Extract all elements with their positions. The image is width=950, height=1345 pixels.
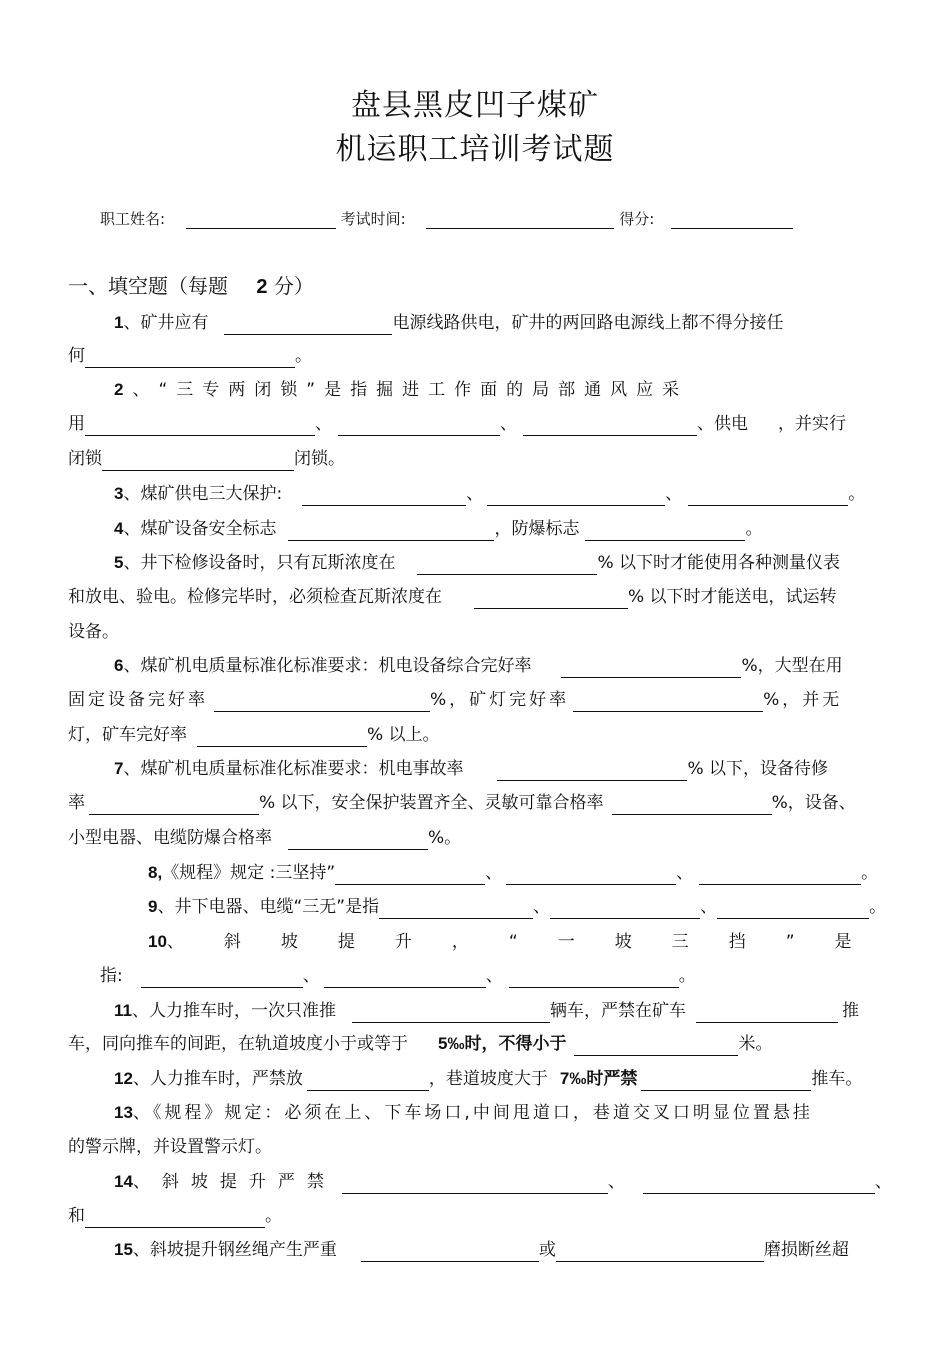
blank[interactable] [506,864,676,885]
blank[interactable] [717,898,869,919]
blank[interactable] [141,967,303,988]
blank[interactable] [197,726,367,747]
question-2-line3: 闭锁 闭锁。 [68,449,345,469]
question-5-line1: 5、井下检修设备时，只有瓦斯浓度在 % 以下时才能使用各种测量仪表 [114,553,841,573]
blank[interactable] [224,314,392,335]
score-field[interactable] [671,210,793,229]
blank[interactable] [643,1173,875,1194]
question-8: 8,《规程》规定 :三坚持” 、 、 。 [148,863,879,883]
name-field[interactable] [186,210,336,229]
blank[interactable] [550,898,700,919]
question-14-line2: 和 。 [68,1206,282,1226]
blank[interactable] [361,1241,539,1262]
question-11-line2: 车，同向推车的间距，在轨道坡度小于或等于 5‰时，不得小于 米。 [68,1034,773,1054]
blank[interactable] [556,1241,764,1262]
time-field[interactable] [426,210,614,229]
question-6-line2: 固定设备完好率 %，矿灯完好率 %，并无 [68,690,843,710]
question-12: 12、人力推车时，严禁放 ，巷道坡度大于 7‰时严禁 推车。 [114,1069,863,1089]
question-7-line1: 7、煤矿机电质量标准化标准要求：机电事故率 % 以下，设备待修 [114,759,829,779]
blank[interactable] [288,829,428,850]
blank[interactable] [573,691,763,712]
blank[interactable] [379,898,533,919]
info-row [100,208,793,229]
blank[interactable] [85,415,315,436]
blank[interactable] [509,967,679,988]
question-1-line1: 1、矿井应有 电源线路供电，矿井的两回路电源线上都不得分接任 [114,313,784,333]
question-1-line2: 何 。 [68,346,312,366]
question-13-line1: 13、《规程》规定：必须在上、下车场口,中间甩道口，巷道交叉口明显位置悬挂 [114,1103,813,1123]
question-2-line2: 用 、 、 、供电 ，并实行 [68,414,846,434]
blank[interactable] [214,691,430,712]
blank[interactable] [307,1070,429,1091]
blank[interactable] [612,794,772,815]
question-15: 15、斜坡提升钢丝绳产生严重 或 磨损断丝超 [114,1240,849,1260]
question-7-line3: 小型电器、电缆防爆合格率 %。 [68,828,462,848]
blank[interactable] [85,1207,265,1228]
blank[interactable] [574,1035,738,1056]
time-label: 考试时间: [340,210,406,228]
blank[interactable] [699,864,861,885]
page-subtitle: 机运职工培训考试题 [335,132,615,167]
question-4: 4、煤矿设备安全标志 ，防爆标志 。 [114,519,763,539]
question-10-line1: 10、斜坡提升，“一坡三挡”是 [148,932,892,952]
question-11-line1: 11、人力推车时，一次只准推 辆车，严禁在矿车 推 [114,1001,859,1021]
question-7-line2: 率 % 以下，安全保护装置齐全、灵敏可靠合格率 %，设备、 [68,793,856,813]
question-10-line2: 指: 、 、 。 [100,966,696,986]
question-9: 9、井下电器、电缆“三无”是指 、 、 。 [148,897,887,917]
page-title: 盘县黑皮凹子煤矿 [351,88,599,123]
question-6-line3: 灯，矿车完好率 % 以上。 [68,725,440,745]
blank[interactable] [102,450,294,471]
blank[interactable] [417,554,597,575]
blank[interactable] [696,1002,838,1023]
blank[interactable] [335,864,485,885]
question-13-line2: 的警示牌，并设置警示灯。 [68,1137,272,1157]
blank[interactable] [497,760,687,781]
blank[interactable] [688,485,848,506]
blank[interactable] [585,520,745,541]
blank[interactable] [288,520,494,541]
blank[interactable] [89,794,259,815]
question-5-line3: 设备。 [68,622,119,642]
blank[interactable] [641,1070,811,1091]
question-6-line1: 6、煤矿机电质量标准化标准要求：机电设备综合完好率 %，大型在用 [114,656,843,676]
blank[interactable] [324,967,486,988]
question-2-line1: 2、“三专两闭锁”是指掘进工作面的局部通风应采 [114,380,689,400]
score-label: 得分: [619,210,655,228]
blank[interactable] [338,415,500,436]
blank[interactable] [561,657,741,678]
blank[interactable] [352,1002,550,1023]
blank[interactable] [474,588,628,609]
name-label: 职工姓名: [100,210,166,228]
question-3: 3、煤矿供电三大保护: 、 、 。 [114,484,866,504]
blank[interactable] [523,415,697,436]
question-5-line2: 和放电、验电。检修完毕时，必须检查瓦斯浓度在 % 以下时才能送电，试运转 [68,587,837,607]
blank[interactable] [487,485,665,506]
section-heading: 一、填空题（每题 2 分） [68,274,314,298]
blank[interactable] [342,1173,608,1194]
question-14-line1: 14、斜坡提升严禁 、 、 [114,1172,892,1192]
blank[interactable] [85,347,295,368]
blank[interactable] [302,485,466,506]
